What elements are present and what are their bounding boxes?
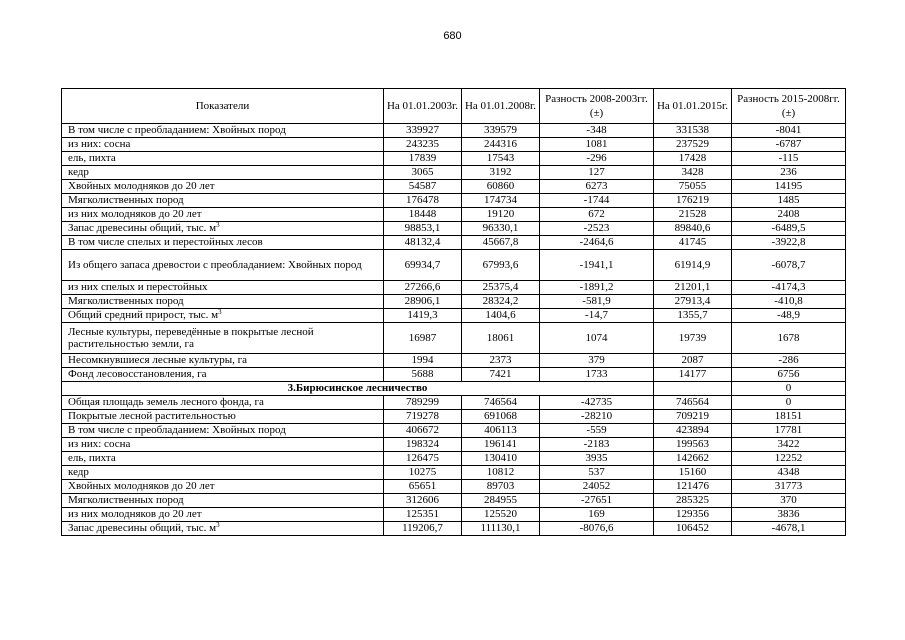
page-number: 680 [443,30,462,42]
cell-diff-2015-2008: 370 [732,494,846,508]
cell-2003: 17839 [384,152,462,166]
cell-diff-2015-2008: 236 [732,166,846,180]
cell-2008: 60860 [462,180,540,194]
table-row [62,354,846,368]
cell-2015: 61914,9 [654,250,732,281]
cell-2003: 48132,4 [384,236,462,250]
cell-2008: 746564 [462,396,540,410]
row-label-text: Общий средний прирост, тыс. м [68,309,219,321]
cell-2003: 18448 [384,208,462,222]
cell-diff-2015-2008: 12252 [732,452,846,466]
cell-diff-2015-2008: -3922,8 [732,236,846,250]
row-label: В том числе с преобладанием: Хвойных пород [62,124,384,138]
cell-2008: 2373 [462,354,540,368]
cell-diff-2015-2008: 17781 [732,424,846,438]
row-label: Мягколиственных пород [62,494,384,508]
cell-2015: 106452 [654,522,732,536]
row-label [62,222,384,236]
cell-2003: 312606 [384,494,462,508]
cell-2008: 28324,2 [462,295,540,309]
cell-diff-2008-2003: -348 [540,124,654,138]
cell-diff-2015-2008: -6787 [732,138,846,152]
cell-diff-2008-2003: -296 [540,152,654,166]
cell-2008: 18061 [462,323,540,354]
cell-diff-2008-2003: 672 [540,208,654,222]
cell-2003: 54587 [384,180,462,194]
cell-2008: 7421 [462,368,540,382]
cell-2003: 10275 [384,466,462,480]
cell-diff-2008-2003: -2464,6 [540,236,654,250]
superscript-cubic: 3 [216,521,220,529]
cell-diff-2015-2008: 1485 [732,194,846,208]
cell-diff-2015-2008: 4348 [732,466,846,480]
cell-2015: 21528 [654,208,732,222]
row-label-text: Запас древесины общий, тыс. м [68,522,217,534]
cell-2015: 3428 [654,166,732,180]
cell-2003: 339927 [384,124,462,138]
cell-2015: 15160 [654,466,732,480]
cell-diff-2015-2008: 6756 [732,368,846,382]
header-2003: На 01.01.2003г. [384,89,462,124]
cell-diff-2008-2003: -581,9 [540,295,654,309]
superscript-cubic: 3 [218,308,222,316]
cell-2015: 41745 [654,236,732,250]
table-row [62,396,846,410]
data-table [61,88,846,536]
section-value: 0 [732,382,846,396]
row-label: из них спелых и перестойных [62,281,384,295]
table-row [62,138,846,152]
cell-diff-2008-2003: 1081 [540,138,654,152]
table-row [62,295,846,309]
cell-2015: 746564 [654,396,732,410]
section-header-row [62,382,846,396]
cell-diff-2015-2008: 0 [732,396,846,410]
cell-2008: 19120 [462,208,540,222]
cell-diff-2015-2008: 3422 [732,438,846,452]
cell-diff-2015-2008: -6078,7 [732,250,846,281]
cell-2008: 3192 [462,166,540,180]
cell-2015: 17428 [654,152,732,166]
cell-2003: 126475 [384,452,462,466]
cell-diff-2015-2008: 2408 [732,208,846,222]
row-label: Общая площадь земель лесного фонда, га [62,396,384,410]
cell-2015: 27913,4 [654,295,732,309]
row-label: Покрытые лесной растительностью [62,410,384,424]
cell-2003: 65651 [384,480,462,494]
cell-2015: 237529 [654,138,732,152]
cell-2008: 130410 [462,452,540,466]
table-row [62,194,846,208]
header-diff-2015-2008: Разность 2015-2008гг. (±) [732,89,846,124]
cell-2003: 406672 [384,424,462,438]
row-label: В том числе с преобладанием: Хвойных пород [62,424,384,438]
cell-diff-2008-2003: -1744 [540,194,654,208]
cell-diff-2008-2003: -2523 [540,222,654,236]
cell-diff-2008-2003: 3935 [540,452,654,466]
section-title: 3.Бирюсинское лесничество [62,382,654,396]
table-row [62,208,846,222]
cell-diff-2015-2008: -4174,3 [732,281,846,295]
cell-2008: 45667,8 [462,236,540,250]
cell-2015: 423894 [654,424,732,438]
cell-2003: 119206,7 [384,522,462,536]
cell-2015: 19739 [654,323,732,354]
cell-diff-2008-2003: -1941,1 [540,250,654,281]
cell-diff-2015-2008: -286 [732,354,846,368]
cell-diff-2008-2003: -28210 [540,410,654,424]
table-row [62,236,846,250]
cell-2003: 198324 [384,438,462,452]
cell-2008: 96330,1 [462,222,540,236]
cell-2003: 125351 [384,508,462,522]
cell-2015: 21201,1 [654,281,732,295]
cell-diff-2008-2003: 1733 [540,368,654,382]
cell-2008: 196141 [462,438,540,452]
row-label: Из общего запаса древостои с преобладанием: Хвойных пород [62,250,384,281]
cell-diff-2008-2003: -1891,2 [540,281,654,295]
cell-2015: 1355,7 [654,309,732,323]
cell-2008: 244316 [462,138,540,152]
table-row [62,180,846,194]
header-2015: На 01.01.2015г. [654,89,732,124]
cell-2008: 67993,6 [462,250,540,281]
cell-2015: 176219 [654,194,732,208]
cell-diff-2008-2003: 169 [540,508,654,522]
cell-diff-2015-2008: -410,8 [732,295,846,309]
cell-diff-2008-2003: -14,7 [540,309,654,323]
table-row [62,124,846,138]
cell-2003: 98853,1 [384,222,462,236]
cell-2015: 142662 [654,452,732,466]
cell-2015: 121476 [654,480,732,494]
cell-2008: 111130,1 [462,522,540,536]
cell-diff-2015-2008: -4678,1 [732,522,846,536]
cell-diff-2008-2003: -559 [540,424,654,438]
cell-diff-2008-2003: 127 [540,166,654,180]
row-label: из них молодняков до 20 лет [62,508,384,522]
cell-2003: 3065 [384,166,462,180]
table-row [62,424,846,438]
cell-2015: 285325 [654,494,732,508]
cell-2008: 339579 [462,124,540,138]
cell-diff-2008-2003: 6273 [540,180,654,194]
table-row [62,323,846,354]
cell-2003: 1994 [384,354,462,368]
cell-diff-2015-2008: -115 [732,152,846,166]
cell-2008: 174734 [462,194,540,208]
cell-2015: 14177 [654,368,732,382]
header-diff-2008-2003: Разность 2008-2003гг. (±) [540,89,654,124]
superscript-cubic: 3 [216,221,220,229]
cell-2008: 89703 [462,480,540,494]
table-row [62,309,846,323]
cell-diff-2015-2008: -6489,5 [732,222,846,236]
cell-diff-2015-2008: 3836 [732,508,846,522]
cell-diff-2015-2008: 31773 [732,480,846,494]
row-label: ель, пихта [62,152,384,166]
cell-2008: 406113 [462,424,540,438]
row-label [62,522,384,536]
row-label: Фонд лесовосстановления, га [62,368,384,382]
cell-diff-2008-2003: 537 [540,466,654,480]
row-label: Несомкнувшиеся лесные культуры, га [62,354,384,368]
cell-2015: 331538 [654,124,732,138]
table-row [62,438,846,452]
cell-2008: 691068 [462,410,540,424]
cell-2008: 125520 [462,508,540,522]
row-label: Хвойных молодняков до 20 лет [62,480,384,494]
header-indicators: Показатели [62,89,384,124]
cell-2003: 1419,3 [384,309,462,323]
cell-2003: 789299 [384,396,462,410]
cell-2015: 89840,6 [654,222,732,236]
cell-2003: 5688 [384,368,462,382]
cell-2015: 129356 [654,508,732,522]
cell-diff-2008-2003: 1074 [540,323,654,354]
row-label: Лесные культуры, переведённые в покрытые лесной растительностью земли, га [62,323,384,354]
cell-2015: 75055 [654,180,732,194]
cell-diff-2008-2003: -42735 [540,396,654,410]
table-row [62,466,846,480]
table-row [62,410,846,424]
row-label: кедр [62,166,384,180]
cell-2003: 176478 [384,194,462,208]
table-header-row [62,89,846,124]
row-label: Хвойных молодняков до 20 лет [62,180,384,194]
cell-diff-2015-2008: 14195 [732,180,846,194]
cell-2003: 16987 [384,323,462,354]
table-row [62,508,846,522]
cell-diff-2015-2008: 18151 [732,410,846,424]
cell-diff-2015-2008: 1678 [732,323,846,354]
row-label: из них молодняков до 20 лет [62,208,384,222]
table-row [62,480,846,494]
row-label-text: Запас древесины общий, тыс. м [68,222,217,234]
cell-2008: 10812 [462,466,540,480]
cell-2003: 719278 [384,410,462,424]
section-empty-cell [654,382,732,396]
row-label: из них: сосна [62,138,384,152]
cell-diff-2008-2003: 24052 [540,480,654,494]
row-label: В том числе спелых и перестойных лесов [62,236,384,250]
row-label: кедр [62,466,384,480]
table-row [62,166,846,180]
header-2008: На 01.01.2008г. [462,89,540,124]
cell-diff-2008-2003: -2183 [540,438,654,452]
table-row [62,222,846,236]
cell-diff-2015-2008: -48,9 [732,309,846,323]
row-label [62,309,384,323]
row-label: Мягколиственных пород [62,194,384,208]
cell-2008: 25375,4 [462,281,540,295]
cell-2003: 27266,6 [384,281,462,295]
row-label: Мягколиственных пород [62,295,384,309]
cell-diff-2008-2003: 379 [540,354,654,368]
cell-2015: 709219 [654,410,732,424]
table-row [62,250,846,281]
table-row [62,452,846,466]
table-row [62,494,846,508]
cell-diff-2008-2003: -8076,6 [540,522,654,536]
cell-2003: 69934,7 [384,250,462,281]
table-row [62,152,846,166]
table-row [62,281,846,295]
cell-2008: 284955 [462,494,540,508]
cell-2008: 17543 [462,152,540,166]
table-row [62,522,846,536]
row-label: из них: сосна [62,438,384,452]
row-label: ель, пихта [62,452,384,466]
cell-2008: 1404,6 [462,309,540,323]
cell-diff-2008-2003: -27651 [540,494,654,508]
table-row [62,368,846,382]
cell-2015: 199563 [654,438,732,452]
cell-2003: 243235 [384,138,462,152]
cell-diff-2015-2008: -8041 [732,124,846,138]
cell-2015: 2087 [654,354,732,368]
cell-2003: 28906,1 [384,295,462,309]
